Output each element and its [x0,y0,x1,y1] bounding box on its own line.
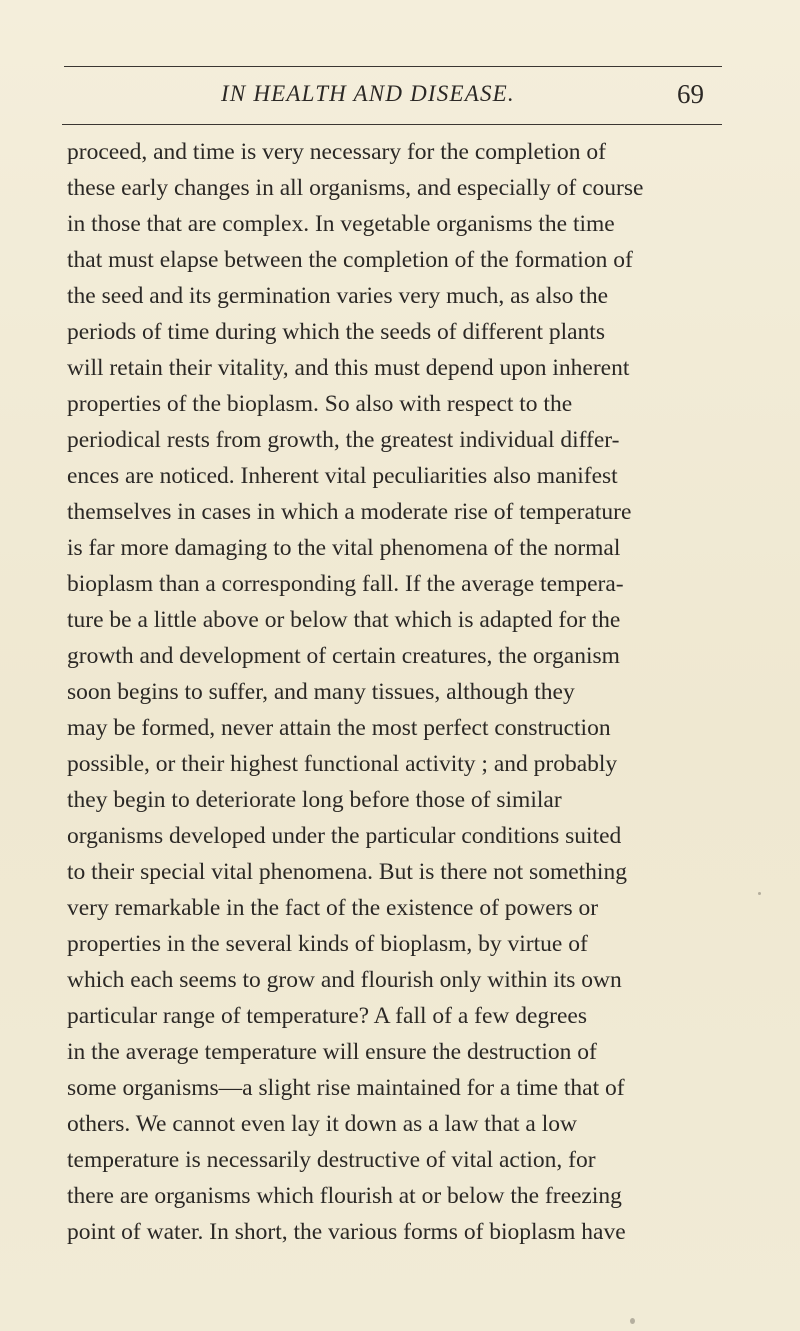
text-line: possible, or their highest functional activity ; and probably [67,751,618,777]
text-line: ences are noticed. Inherent vital peculiarities also manifest [67,463,618,489]
text-line: to their special vital phenomena. But is there not something [67,859,627,885]
running-head [0,77,800,111]
paper-speck [630,1318,635,1324]
text-line: there are organisms which flourish at or below the freezing [67,1183,622,1209]
text-line: organisms developed under the particular conditions suited [67,823,622,849]
text-line: may be formed, never attain the most perfect construction [67,715,611,741]
text-line: others. We cannot even lay it down as a law that a low [67,1111,577,1137]
text-line: ture be a little above or below that which is adapted for the [67,607,621,633]
text-line: periods of time during which the seeds of different plants [67,319,605,345]
header-rule-top [64,66,722,67]
text-line: temperature is necessarily destructive of vital action, for [67,1147,596,1173]
text-line: point of water. In short, the various forms of bioplasm have [67,1219,626,1245]
text-line: very remarkable in the fact of the existence of powers or [67,895,599,921]
text-line: these early changes in all organisms, and especially of course [67,175,644,201]
text-line: the seed and its germination varies very much, as also the [67,283,608,309]
text-line: which each seems to grow and flourish only within its own [67,967,622,993]
text-line: properties in the several kinds of bioplasm, by virtue of [67,931,588,957]
body-text [67,134,747,1250]
text-line: some organisms—a slight rise maintained for a time that of [67,1075,625,1101]
text-line: proceed, and time is very necessary for the completion of [67,139,606,165]
text-line: bioplasm than a corresponding fall. If the average tempera- [67,571,624,597]
text-line: periodical rests from growth, the greatest individual differ- [67,427,620,453]
text-line: will retain their vitality, and this must depend upon inherent [67,355,630,381]
running-title: IN HEALTH AND DISEASE. [221,81,515,106]
text-line: is far more damaging to the vital phenomena of the normal [67,535,621,561]
page-number: 69 [677,79,704,109]
text-line: soon begins to suffer, and many tissues, although they [67,679,575,705]
text-line: themselves in cases in which a moderate rise of temperature [67,499,632,525]
text-line: in those that are complex. In vegetable organisms the time [67,211,615,237]
text-line: properties of the bioplasm. So also with respect to the [67,391,573,417]
text-line: particular range of temperature? A fall of a few degrees [67,1003,587,1029]
text-line: they begin to deteriorate long before those of similar [67,787,562,813]
paper-speck [758,892,761,895]
text-line: that must elapse between the completion of the formation of [67,247,633,273]
text-line: growth and development of certain creatures, the organism [67,643,620,669]
text-line: in the average temperature will ensure the destruction of [67,1039,597,1065]
header-rule-bottom [62,124,722,125]
